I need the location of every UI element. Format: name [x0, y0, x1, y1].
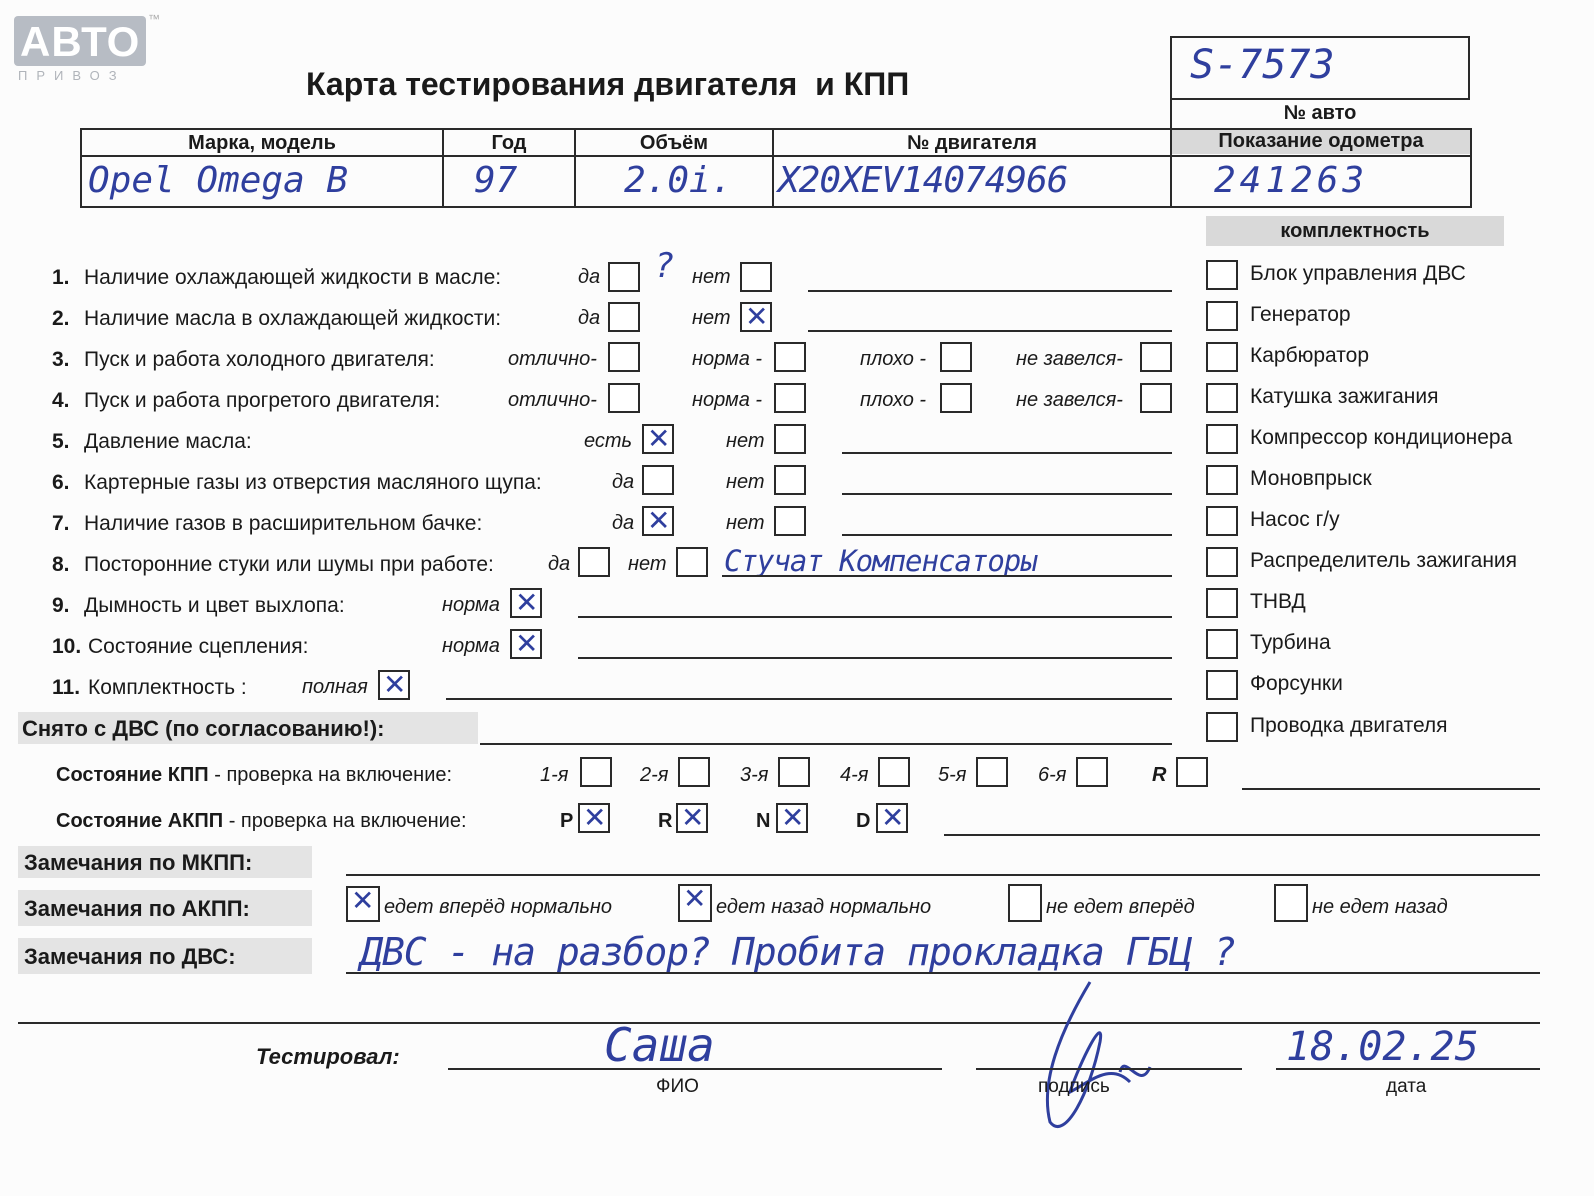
komplekt-item: Моновпрыск	[1250, 467, 1372, 490]
kpp-label-bold: Состояние КПП	[56, 764, 209, 786]
tester-name: Саша	[604, 1018, 715, 1072]
row1-no-checkbox[interactable]	[740, 262, 772, 292]
row-text: Наличие масла в охлаждающей жидкости:	[84, 307, 502, 330]
gear-label: D	[856, 810, 871, 832]
row-text: Давление масла:	[84, 430, 252, 453]
row-number: 3.	[52, 348, 70, 371]
logo-main: АВТО	[20, 18, 141, 65]
row7-no-checkbox[interactable]	[774, 506, 806, 536]
row-line	[842, 452, 1172, 454]
gear-label: 1-я	[540, 764, 569, 786]
komplekt-item: Распределитель зажигания	[1250, 549, 1518, 572]
opt-label: норма	[442, 635, 500, 657]
gear-label: R	[1152, 764, 1167, 786]
row6-no-checkbox[interactable]	[774, 465, 806, 495]
opt-label: норма -	[692, 348, 763, 370]
val-engine-no: X20XEV14074966	[778, 160, 1068, 201]
row4-nostart-checkbox[interactable]	[1140, 383, 1172, 413]
komplekt-item: Турбина	[1250, 631, 1331, 654]
komplekt-checkbox[interactable]	[1206, 547, 1238, 577]
val-volume: 2.0i.	[624, 160, 733, 201]
komplekt-checkbox[interactable]	[1206, 383, 1238, 413]
row2-no-checkbox[interactable]	[740, 302, 772, 332]
opt-label: не завелся-	[1016, 389, 1123, 411]
akpp-note-option: едет назад нормально	[716, 896, 932, 918]
row3-bad-checkbox[interactable]	[940, 342, 972, 372]
row-number: 6.	[52, 471, 70, 494]
komplekt-item: Катушка зажигания	[1250, 385, 1439, 408]
opt-label: нет	[726, 471, 765, 493]
row5-no-checkbox[interactable]	[774, 424, 806, 454]
col-make: Марка, модель	[188, 132, 336, 154]
row-line	[842, 534, 1172, 536]
komplekt-checkbox[interactable]	[1206, 712, 1238, 742]
opt-label: есть	[584, 430, 633, 452]
akpp-label-bold: Состояние АКПП	[56, 810, 224, 832]
akpp-note-option: не едет назад	[1312, 896, 1448, 918]
row1-yes-checkbox[interactable]	[608, 262, 640, 292]
opt-label: да	[612, 471, 635, 493]
logo-tm: ™	[148, 12, 160, 26]
opt-label: отлично-	[508, 389, 597, 411]
row-line	[842, 493, 1172, 495]
akpp-line	[944, 834, 1540, 836]
opt-label: норма	[442, 594, 500, 616]
komplekt-title: комплектность	[1280, 220, 1430, 242]
signature-scribble	[1020, 972, 1160, 1142]
kpp-line	[1242, 788, 1540, 790]
row-text: Наличие газов в расширительном бачке:	[84, 512, 483, 535]
komplekt-checkbox[interactable]	[1206, 588, 1238, 618]
question-mark: ?	[654, 246, 675, 286]
removed-line	[480, 743, 1172, 745]
mkpp-notes-label: Замечания по МКПП:	[24, 850, 253, 875]
komplekt-item: Компрессор кондиционера	[1250, 426, 1513, 449]
dvs-notes-label: Замечания по ДВС:	[24, 944, 236, 969]
komplekt-item: ТНВД	[1250, 590, 1306, 613]
opt-label: нет	[726, 512, 765, 534]
row-text: Пуск и работа холодного двигателя:	[84, 348, 435, 371]
opt-label: да	[548, 553, 571, 575]
akpp-no-back-checkbox[interactable]	[1274, 884, 1308, 922]
kpp-gear-r-checkbox[interactable]	[1176, 757, 1208, 787]
komplekt-checkbox[interactable]	[1206, 465, 1238, 495]
kpp-gear-2-checkbox[interactable]	[678, 757, 710, 787]
gear-label: 4-я	[840, 764, 869, 786]
akpp-p-checkbox[interactable]	[578, 803, 610, 833]
row-line	[808, 330, 1172, 332]
header-divider	[80, 155, 1470, 157]
auto-no-label: № авто	[1283, 102, 1357, 124]
akpp-no-forward-checkbox[interactable]	[1008, 884, 1042, 922]
dvs-notes-value: ДВС - на разбор? Пробита прокладка ГБЦ ?	[360, 930, 1236, 974]
komplekt-item: Генератор	[1250, 303, 1351, 326]
komplekt-checkbox[interactable]	[1206, 506, 1238, 536]
row-line	[578, 657, 1172, 659]
row-number: 10.	[52, 635, 82, 658]
opt-label: полная	[302, 676, 368, 698]
row-line	[722, 575, 1172, 577]
row5-yes-checkbox[interactable]	[642, 424, 674, 454]
row-number: 8.	[52, 553, 70, 576]
col-odometer: Показание одометра	[1218, 130, 1424, 152]
row8-no-checkbox[interactable]	[676, 547, 708, 577]
komplekt-item: Блок управления ДВС	[1250, 262, 1466, 285]
auto-no-value: S-7573	[1190, 42, 1335, 88]
row-text: Наличие охлаждающей жидкости в масле:	[84, 266, 502, 289]
col-volume: Объём	[639, 132, 709, 154]
val-make: Opel Omega B	[88, 160, 349, 201]
row4-normal-checkbox[interactable]	[774, 383, 806, 413]
gear-label: R	[658, 810, 673, 832]
kpp-label	[56, 764, 452, 787]
komplekt-checkbox[interactable]	[1206, 301, 1238, 331]
gear-label: 3-я	[740, 764, 769, 786]
row-text: Комплектность :	[88, 676, 247, 699]
akpp-notes-label: Замечания по АКПП:	[24, 896, 250, 921]
opt-label: отлично-	[508, 348, 597, 370]
col-engine-no: № двигателя	[907, 132, 1037, 154]
opt-label: нет	[628, 553, 667, 575]
row-number: 1.	[52, 266, 70, 289]
val-odometer: 241263	[1214, 160, 1369, 201]
kpp-gear-5-checkbox[interactable]	[976, 757, 1008, 787]
gear-label: 2-я	[640, 764, 669, 786]
row2-yes-checkbox[interactable]	[608, 302, 640, 332]
test-date: 18.02.25	[1286, 1024, 1479, 1070]
komplekt-item: Насос г/у	[1250, 508, 1340, 531]
opt-label: да	[578, 266, 601, 288]
gear-label: P	[560, 810, 574, 832]
gear-label: N	[756, 810, 771, 832]
dvs-notes-line	[346, 972, 1540, 974]
date-line	[1276, 1068, 1540, 1070]
opt-label: плохо -	[860, 389, 927, 411]
row-text: Состояние сцепления:	[88, 635, 309, 658]
row-number: 11.	[52, 676, 81, 699]
opt-label: нет	[692, 266, 731, 288]
row-line	[578, 616, 1172, 618]
akpp-back-ok-checkbox[interactable]	[678, 884, 712, 922]
row-number: 2.	[52, 307, 70, 330]
row-text: Пуск и работа прогретого двигателя:	[84, 389, 441, 412]
logo-sub: ПРИВОЗ	[18, 68, 126, 83]
opt-label: норма -	[692, 389, 763, 411]
row3-normal-checkbox[interactable]	[774, 342, 806, 372]
row-line	[808, 290, 1172, 292]
opt-label: плохо -	[860, 348, 927, 370]
val-year: 97	[474, 160, 518, 201]
page-title: Карта тестирования двигателя и КПП	[306, 66, 910, 102]
row-number: 5.	[52, 430, 70, 453]
row-number: 7.	[52, 512, 70, 535]
row7-yes-checkbox[interactable]	[642, 506, 674, 536]
gear-label: 5-я	[938, 764, 967, 786]
akpp-note-option: едет вперёд нормально	[384, 896, 613, 918]
akpp-forward-ok-checkbox[interactable]	[346, 886, 380, 922]
row3-nostart-checkbox[interactable]	[1140, 342, 1172, 372]
komplekt-item: Карбюратор	[1250, 344, 1370, 367]
row4-excellent-checkbox[interactable]	[608, 383, 640, 413]
akpp-label	[56, 810, 467, 833]
row-text: Посторонние стуки или шумы при работе:	[84, 553, 494, 576]
kpp-label-rest: - проверка на включение:	[208, 764, 453, 786]
komplekt-item: Форсунки	[1250, 672, 1343, 695]
col-year: Год	[491, 132, 527, 154]
komplekt-checkbox[interactable]	[1206, 260, 1238, 290]
row4-bad-checkbox[interactable]	[940, 383, 972, 413]
row9-normal-checkbox[interactable]	[510, 588, 542, 618]
date-label: дата	[1386, 1076, 1427, 1097]
row10-normal-checkbox[interactable]	[510, 629, 542, 659]
komplekt-checkbox[interactable]	[1206, 424, 1238, 454]
row6-yes-checkbox[interactable]	[642, 465, 674, 495]
row-number: 9.	[52, 594, 70, 617]
komplekt-checkbox[interactable]	[1206, 670, 1238, 700]
akpp-label-rest: - проверка на включение:	[223, 810, 467, 832]
row-line	[446, 698, 1172, 700]
akpp-note-option: не едет вперёд	[1046, 896, 1195, 918]
akpp-d-checkbox[interactable]	[876, 803, 908, 833]
sign-line	[976, 1068, 1242, 1070]
opt-label: да	[578, 307, 601, 329]
opt-label: да	[612, 512, 635, 534]
kpp-gear-4-checkbox[interactable]	[878, 757, 910, 787]
kpp-gear-3-checkbox[interactable]	[778, 757, 810, 787]
fio-line	[448, 1068, 942, 1070]
row-text: Картерные газы из отверстия масляного щупа:	[84, 471, 542, 494]
opt-label: нет	[726, 430, 765, 452]
sign-label: подпись	[1038, 1076, 1110, 1097]
akpp-r-checkbox[interactable]	[676, 803, 708, 833]
opt-label: не завелся-	[1016, 348, 1123, 370]
row11-full-checkbox[interactable]	[378, 670, 410, 700]
kpp-gear-6-checkbox[interactable]	[1076, 757, 1108, 787]
komplekt-checkbox[interactable]	[1206, 342, 1238, 372]
mkpp-notes-line	[346, 874, 1540, 876]
komplekt-item: Проводка двигателя	[1250, 714, 1448, 737]
fio-label: ФИО	[656, 1076, 699, 1097]
tested-label: Тестировал:	[256, 1044, 400, 1069]
row8-note: Стучат Компенсаторы	[724, 544, 1037, 578]
kpp-gear-1-checkbox[interactable]	[580, 757, 612, 787]
row-text: Дымность и цвет выхлопа:	[84, 594, 345, 617]
row8-yes-checkbox[interactable]	[578, 547, 610, 577]
row3-excellent-checkbox[interactable]	[608, 342, 640, 372]
gear-label: 6-я	[1038, 764, 1067, 786]
opt-label: нет	[692, 307, 731, 329]
row-number: 4.	[52, 389, 70, 412]
removed-label: Снято с ДВС (по согласованию!):	[22, 716, 385, 741]
komplekt-checkbox[interactable]	[1206, 629, 1238, 659]
akpp-n-checkbox[interactable]	[776, 803, 808, 833]
avto-logo	[14, 16, 146, 66]
